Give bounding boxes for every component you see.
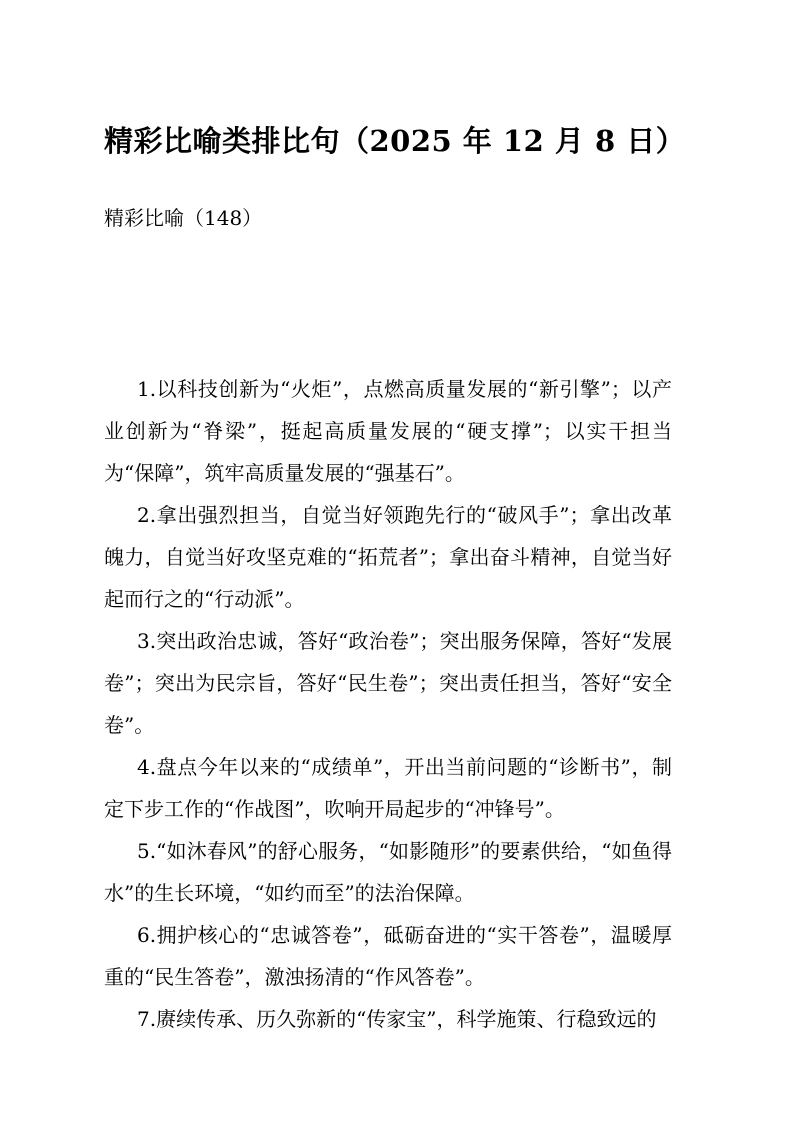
body-paragraph: 1.以科技创新为“火炬”，点燃高质量发展的“新引擎”；以产业创新为“脊梁”，挺起高质量发展的“硬支撑”；以实干担当为“保障”，筑牢高质量发展的“强基石”。 <box>104 377 672 485</box>
document-body <box>104 368 672 1040</box>
body-paragraph: 5.“如沐春风”的舒心服务，“如影随形”的要素供给，“如鱼得水”的生长环境，“如约而至”的法治保障。 <box>104 839 672 905</box>
body-paragraph: 7.赓续传承、历久弥新的“传家宝”，科学施策、行稳致远的 <box>137 1007 657 1031</box>
body-paragraph: 2.拿出强烈担当，自觉当好领跑先行的“破风手”；拿出改革魄力，自觉当好攻坚克难的“拓荒者”；拿出奋斗精神，自觉当好起而行之的“行动派”。 <box>104 503 672 611</box>
body-paragraph: 3.突出政治忠诚，答好“政治卷”；突出服务保障，答好“发展卷”；突出为民宗旨，答好“民生卷”；突出责任担当，答好“安全卷”。 <box>104 629 672 737</box>
body-paragraph: 6.拥护核心的“忠诚答卷”，砥砺奋进的“实干答卷”，温暖厚重的“民生答卷”，激浊扬清的“作风答卷”。 <box>104 923 672 989</box>
document-subtitle: 精彩比喻（148） <box>104 206 263 230</box>
body-paragraph: 4.盘点今年以来的“成绩单”，开出当前问题的“诊断书”，制定下步工作的“作战图”，吹响开局起步的“冲锋号”。 <box>104 755 672 821</box>
document-title: 精彩比喻类排比句（2025 年 12 月 8 日） <box>104 124 686 158</box>
